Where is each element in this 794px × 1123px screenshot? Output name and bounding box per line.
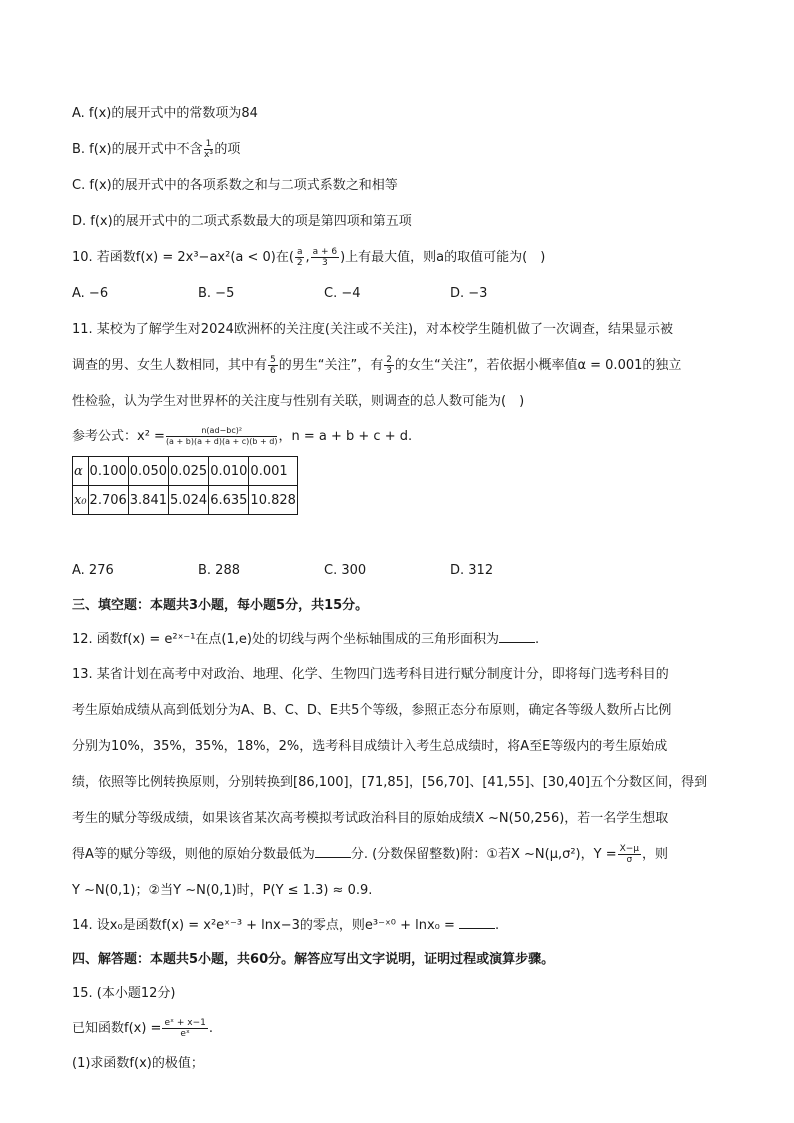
q11-line-2-mid: 的男生“关注”，有	[278, 358, 384, 373]
fraction-numerator: n(ad−bc)²	[166, 426, 278, 437]
table-cell: 3.841	[128, 486, 168, 515]
q10-fraction-1	[295, 247, 305, 268]
table-row	[73, 457, 298, 486]
q13-line-3: 分别为10%，35%，35%，18%，2%，选考科目成绩计入考生总成绩时，将A至E等级内的考生原始成	[72, 739, 668, 754]
table-row	[73, 486, 298, 515]
q13-line-5: 考生的赋分等级成绩，如果该省某次高考模拟考试政治科目的原始成绩X ~N(50,256)，若一名学生想取	[72, 811, 669, 826]
q13-line-6-text: 得A等的赋分等级，则他的原始分数最低为	[72, 847, 315, 862]
fraction-numerator: 5	[270, 355, 276, 365]
fraction-numerator: 2	[386, 355, 392, 365]
q13-line-2: 考生原始成绩从高到低划分为A、B、C、D、E共5个等级，参照正态分布原则，确定各等级人数所占比例	[72, 703, 672, 718]
table-cell: α	[73, 457, 89, 486]
q11-formula-tail: ，n = a + b + c + d.	[278, 429, 413, 444]
q9-option-a: A. f(x)的展开式中的常数项为84	[72, 106, 258, 121]
q12-stem-tail: .	[534, 632, 540, 647]
q11-fraction-female	[384, 355, 394, 376]
answer-blank[interactable]	[499, 628, 535, 643]
q10-options	[72, 276, 722, 312]
fraction-denominator: 2	[296, 258, 303, 268]
fraction-numerator: a	[296, 247, 303, 257]
q13-line-4: 绩，依照等比例转换原则，分别转换到[86,100]，[71,85]，[56,70]、[41,55]、[30,40]五个分数区间，得到	[72, 775, 708, 790]
section-4-heading: 四、解答题：本题共5小题，共60分。解答应写出文字说明，证明过程或演算步骤。	[72, 952, 555, 967]
q10-stem: 10. 若函数f(x) = 2x³−ax²(a < 0)在( $\frac{a}{2}$ , $\frac{a + 6}{3}$ )上有最大值，则a的取值可能为( )	[72, 247, 546, 268]
table-cell: 6.635	[209, 486, 249, 515]
q9-option-d: D. f(x)的展开式中的二项式系数最大的项是第四项和第五项	[72, 214, 412, 229]
q13-line-6-mid: 分. (分数保留整数)附：①若X ~N(μ,σ²)，Y =	[350, 847, 617, 862]
critical-value-table	[72, 456, 298, 515]
q9-option-b	[72, 132, 722, 168]
fraction-denominator: (a + b)(a + d)(a + c)(b + d)	[165, 437, 278, 446]
table-cell: x₀	[73, 486, 89, 515]
table-cell: 0.010	[209, 457, 249, 486]
q15-stem-text: 已知函数f(x) =	[72, 1021, 162, 1036]
answer-blank[interactable]	[315, 843, 351, 858]
q11-line-2	[72, 348, 722, 384]
q14-stem	[72, 909, 722, 943]
q14-stem-text: 14. 设x₀是函数f(x) = x²eˣ⁻³ + lnx−3的零点，则e³⁻ˣ⁰ + lnx₀ =	[72, 918, 455, 933]
q13-line-6-tail: ，则	[642, 847, 669, 862]
q11-formula-fraction	[166, 426, 278, 447]
fraction-denominator: x³	[204, 150, 213, 160]
q11-line-3: 性检验，认为学生对世界杯的关注度与性别有关联，则调查的总人数可能为( )	[72, 394, 525, 409]
q12-stem	[72, 623, 722, 657]
q11-options	[72, 553, 722, 589]
fraction-denominator: eˣ	[180, 1029, 190, 1039]
q13-fraction	[618, 844, 641, 865]
q15-heading: 15. (本小题12分)	[72, 986, 176, 1001]
q12-stem-text: 12. 函数f(x) = e²ˣ⁻¹在点(1,e)处的切线与两个坐标轴围成的三角形面积为	[72, 632, 499, 647]
q10-stem-text: 10. 若函数f(x) = 2x³−ax²(a < 0)在(	[72, 250, 294, 265]
exam-page	[72, 96, 722, 1081]
q10-option-d: D. −3	[450, 286, 488, 301]
q9-option-b-fraction	[204, 139, 214, 160]
q11-option-b: B. 288	[198, 563, 240, 578]
q11-option-c: C. 300	[324, 563, 367, 578]
q11-option-a: A. 276	[72, 563, 114, 578]
q9-option-b-tail: 的项	[214, 142, 241, 157]
table-cell: 10.828	[249, 486, 298, 515]
table-cell: 5.024	[168, 486, 208, 515]
q15-part-1: (1)求函数f(x)的极值；	[72, 1056, 204, 1071]
q15-stem-tail: .	[208, 1021, 213, 1036]
fraction-numerator: 1	[205, 139, 212, 149]
q15-fraction	[162, 1018, 207, 1039]
q11-formula-text: 参考公式：x² =	[72, 429, 165, 444]
q11-line-1: 11. 某校为了解学生对2024欧洲杯的关注度(关注或不关注)，对本校学生随机做了一次调查，结果显示被	[72, 322, 674, 337]
fraction-denominator: 3	[386, 366, 392, 376]
fraction-denominator: 6	[270, 366, 276, 376]
spacer	[72, 515, 722, 553]
section-3-heading: 三、填空题：本题共3小题，每小题5分，共15分。	[72, 598, 369, 613]
q11-line-2-text: 调查的男、女生人数相同，其中有	[72, 358, 268, 373]
q11-formula	[72, 420, 722, 454]
q10-option-b: B. −5	[198, 286, 235, 301]
table-cell: 0.025	[168, 457, 208, 486]
q9-option-c: C. f(x)的展开式中的各项系数之和与二项式系数之和相等	[72, 178, 398, 193]
q13-line-7: Y ~N(0,1)；②当Y ~N(0,1)时，P(Y ≤ 1.3) ≈ 0.9.	[72, 883, 373, 898]
q15-stem	[72, 1011, 722, 1047]
fraction-numerator: X−μ	[619, 844, 640, 854]
q14-stem-tail: .	[495, 918, 500, 933]
q13-line-1: 13. 某省计划在高考中对政治、地理、化学、生物四门选考科目进行赋分制度计分，即将每门选考科目的	[72, 667, 669, 682]
fraction-denominator: σ	[626, 855, 633, 865]
q13-line-6	[72, 837, 722, 873]
q11-option-d: D. 312	[450, 563, 494, 578]
q10-option-c: C. −4	[324, 286, 361, 301]
q10-fraction-2	[311, 247, 340, 268]
q10-stem-tail: )上有最大值，则a的取值可能为( )	[340, 250, 546, 265]
table-cell: 0.100	[88, 457, 128, 486]
answer-blank[interactable]	[459, 914, 495, 929]
q10-option-a: A. −6	[72, 286, 109, 301]
fraction-denominator: 3	[321, 258, 328, 268]
fraction-numerator: a + 6	[312, 247, 338, 257]
table-cell: 0.001	[249, 457, 298, 486]
fraction-numerator: eˣ + x−1	[164, 1018, 206, 1028]
table-cell: 2.706	[88, 486, 128, 515]
table-cell: 0.050	[128, 457, 168, 486]
q9-option-b-text: B. f(x)的展开式中不含	[72, 142, 203, 157]
q11-line-2-tail: 的女生“关注”，若依据小概率值α = 0.001的独立	[394, 358, 682, 373]
q11-fraction-male	[268, 355, 278, 376]
